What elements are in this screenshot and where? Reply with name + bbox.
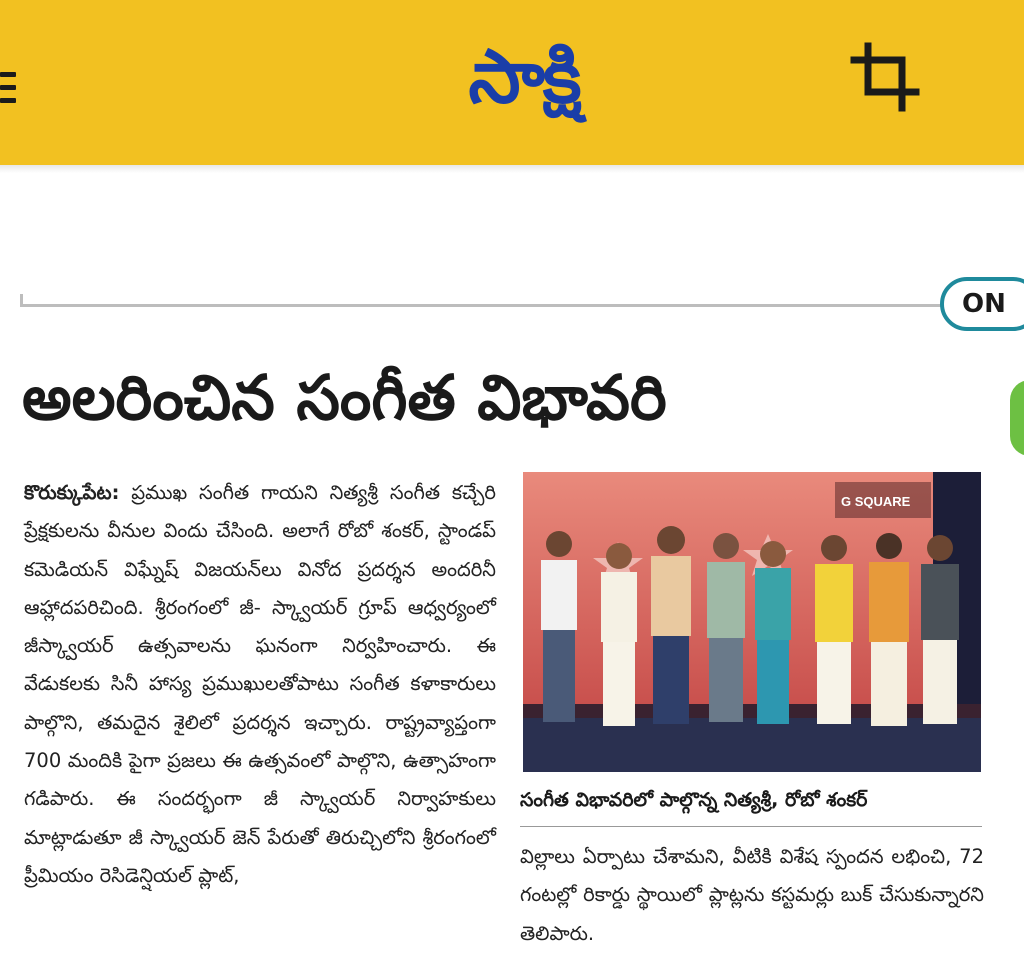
dateline: కొరుక్కుపేట: bbox=[24, 481, 120, 504]
body-text-left: ప్రముఖ సంగీత గాయని నిత్యశ్రీ సంగీత కచ్చేరి ప్రేక్షకులను వీనుల విందు చేసింది. అలాగే రోబో శంకర్, స్టాండప్ కమెడియన్ విఘ్నేష్ విజయన్‌లు వినోద ప్రదర్శన అందరినీ ఆహ్లాదపరిచింది. శ్రీరంగంలో జీ- స్క్వాయర్ గ్రూప్ ఆధ్వర్యంలో జీస్క్వాయర్ ఉత్సవాలను ఘనంగా నిర్వహించారు. ఈ వేడుకలకు సినీ హాస్య ప్రముఖులతోపాటు సంగీత కళాకారులు పాల్గొని, తమదైన శైలిలో ప్రదర్శన ఇచ్చారు. రాష్ట్రవ్యాప్తంగా 700 మందికి పైగా ప్రజలు ఈ ఉత్సవంలో పాల్గొని, ఉత్సాహంగా గడిపారు. ఈ సందర్భంగా జీ స్క్వాయర్ నిర్వాహకులు మాట్లాడుతూ జీ స్క్వాయర్ జెన్ పేరుతో తిరుచ్చిలోని శ్రీరంగంలో ప్రీమియం రెసిడెన్షియల్ ప్లాట్, bbox=[24, 481, 496, 887]
sakshi-logo[interactable]: సాక్షి bbox=[468, 34, 580, 120]
crop-icon[interactable] bbox=[846, 40, 926, 116]
article-body-right: విల్లాలు ఏర్పాటు చేశామని, వీటికి విశేష స్పందన లభించి, 72 గంటల్లో రికార్డు స్థాయిలో ప్లాట్లను కస్టమర్లు బుక్ చేసుకున్నారని తెలిపారు. bbox=[520, 845, 984, 945]
hamburger-menu-icon[interactable] bbox=[0, 72, 18, 112]
app-header bbox=[0, 0, 1024, 165]
section-rule bbox=[20, 304, 960, 307]
event-photo-image bbox=[523, 472, 981, 772]
event-photo bbox=[523, 472, 981, 772]
on-badge[interactable]: ON bbox=[940, 277, 1024, 331]
header-shadow bbox=[0, 165, 1024, 173]
photo-caption: సంగీత విభావరిలో పాల్గొన్న నిత్యశ్రీ, రోబో శంకర్ bbox=[520, 789, 868, 811]
side-tab[interactable] bbox=[1010, 380, 1024, 456]
article-headline: అలరించిన సంగీత విభావరి bbox=[22, 361, 667, 434]
photo-sign: G SQUARE bbox=[841, 494, 911, 509]
caption-divider bbox=[520, 826, 982, 827]
article-body-left bbox=[24, 474, 496, 895]
